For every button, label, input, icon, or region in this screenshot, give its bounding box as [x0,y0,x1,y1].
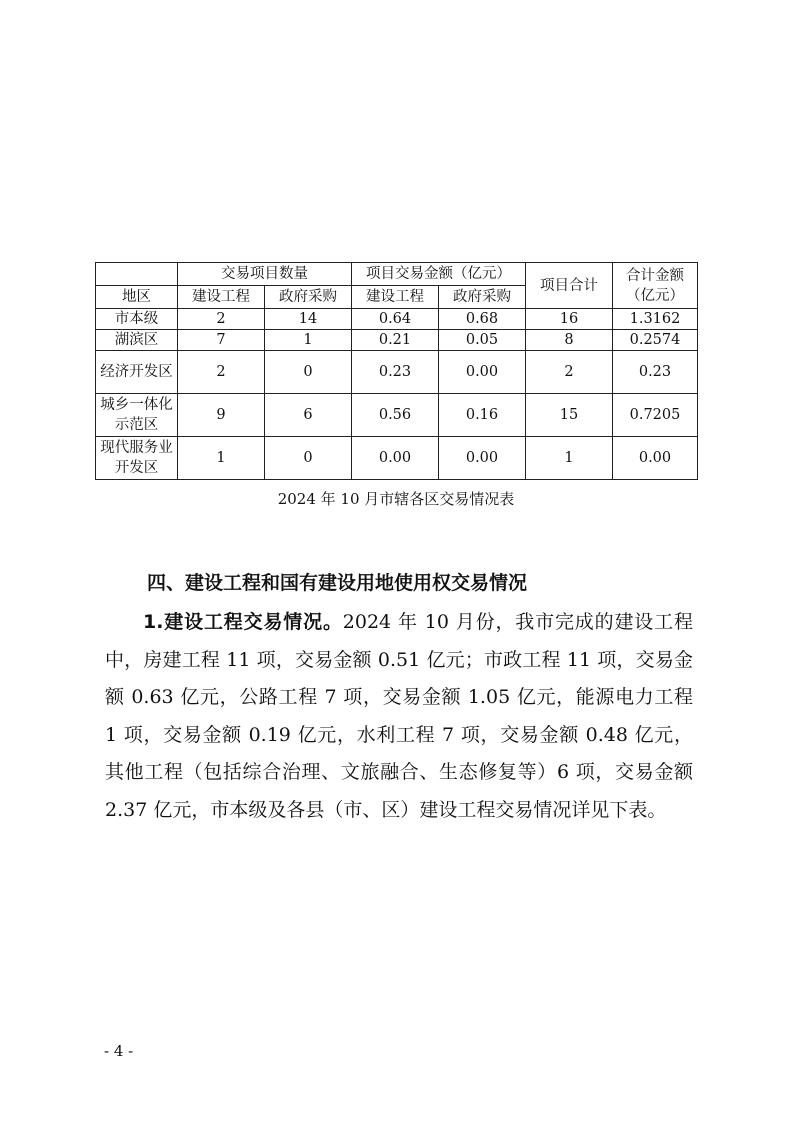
amount-construction-cell: 0.00 [352,437,439,480]
region-cell: 现代服务业开发区 [96,437,178,480]
table-row [96,309,698,330]
header-count-procurement: 政府采购 [265,286,352,309]
header-count-construction: 建设工程 [178,286,265,309]
total-projects-cell: 2 [526,351,613,394]
paragraph-lead: 1.建设工程交易情况。 [143,611,343,633]
total-amount-cell: 0.2574 [613,330,698,351]
total-projects-cell: 8 [526,330,613,351]
header-amount-construction: 建设工程 [352,286,439,309]
amount-procurement-cell: 0.68 [439,309,526,330]
total-amount-cell: 1.3162 [613,309,698,330]
region-cell: 经济开发区 [96,351,178,394]
table-row [96,351,698,394]
total-amount-cell: 0.23 [613,351,698,394]
region-cell: 市本级 [96,309,178,330]
count-procurement-cell: 0 [265,437,352,480]
count-construction-cell: 2 [178,309,265,330]
count-procurement-cell: 0 [265,351,352,394]
transaction-table [95,262,698,480]
region-cell: 城乡一体化示范区 [96,394,178,437]
amount-construction-cell: 0.64 [352,309,439,330]
header-amount-group: 项目交易金额（亿元） [352,263,526,286]
count-procurement-cell: 14 [265,309,352,330]
total-amount-cell: 0.7205 [613,394,698,437]
total-projects-cell: 16 [526,309,613,330]
header-amount-procurement: 政府采购 [439,286,526,309]
table-row [96,394,698,437]
amount-construction-cell: 0.21 [352,330,439,351]
header-total-projects: 项目合计 [526,263,613,309]
total-projects-cell: 15 [526,394,613,437]
header-region: 地区 [96,286,178,309]
table-caption: 2024 年 10 月市辖各区交易情况表 [277,490,515,508]
amount-procurement-cell: 0.05 [439,330,526,351]
table-row [96,330,698,351]
count-procurement-cell: 1 [265,330,352,351]
section-heading: 四、建设工程和国有建设用地使用权交易情况 [147,572,528,594]
total-amount-cell: 0.00 [613,437,698,480]
amount-procurement-cell: 0.00 [439,351,526,394]
header-blank-cell [96,263,178,286]
paragraph-body: 2024 年 10 月份，我市完成的建设工程中，房建工程 11 项，交易金额 0.51 亿元；市政工程 11 项，交易金额 0.63 亿元，公路工程 7 项，交易金额 1.05 亿元，能源电力工程 1 项，交易金额 0.19 亿元，水利工程 7 项，交易金额 0.48 亿元，其他工程（包括综合治理、文旅融合、生态修复等）6 项，交易金额 2.37 亿元，市本级及各县（市、区）建设工程交易情况详见下表。 [105,611,693,821]
count-construction-cell: 7 [178,330,265,351]
count-construction-cell: 1 [178,437,265,480]
amount-procurement-cell: 0.00 [439,437,526,480]
count-construction-cell: 9 [178,394,265,437]
region-cell: 湖滨区 [96,330,178,351]
total-projects-cell: 1 [526,437,613,480]
section-paragraph [105,604,693,829]
count-construction-cell: 2 [178,351,265,394]
amount-construction-cell: 0.56 [352,394,439,437]
amount-procurement-cell: 0.16 [439,394,526,437]
header-total-amount: 合计金额（亿元） [613,263,698,309]
table-row [96,437,698,480]
header-count-group: 交易项目数量 [178,263,352,286]
count-procurement-cell: 6 [265,394,352,437]
page-number: - 4 - [104,1042,134,1060]
table-header-row [96,263,698,286]
amount-construction-cell: 0.23 [352,351,439,394]
